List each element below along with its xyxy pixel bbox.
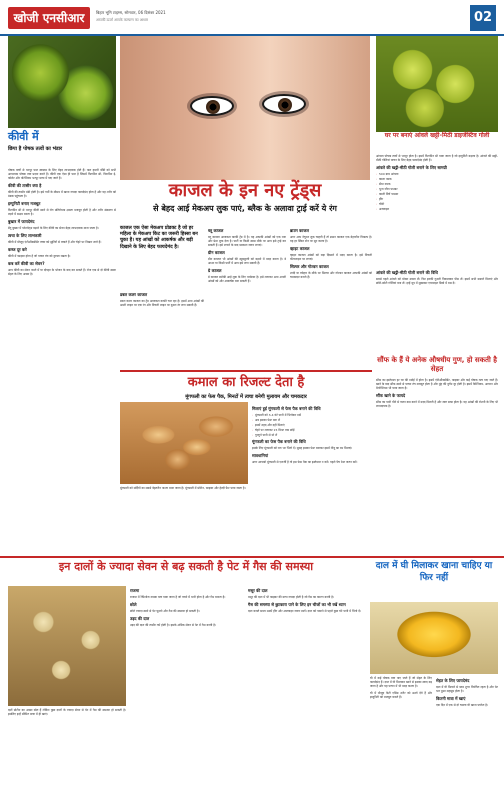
section-divider — [0, 556, 504, 558]
amla-method — [376, 268, 498, 354]
kajal-heading: सिल्वर और गोल्डन काजल — [290, 263, 329, 269]
mungfali-heading: सावधानियां — [252, 453, 269, 459]
kajal-heading: ब्राउन काजल — [290, 228, 309, 233]
list-item: • भुना जीरा पाउडर — [376, 187, 498, 191]
dal-para: उड़द की दाल की तासीर गर्म होती है। इसके अधिक सेवन से पेट में गैस बनती है। — [130, 622, 216, 627]
list-item: • चीनी — [376, 202, 498, 206]
dal-para: राजमा में रैफिनोज नामक तत्व पाया जाता है जो पचने में भारी होता है और गैस बनाता है। — [130, 594, 226, 599]
kiwi-para: आप कीवी का सेवन नाश्ते में या दोपहर के भोजन के बाद कर सकते हैं। रोज एक से दो कीवी खाना सेहत के लिए अच्छा है। — [8, 267, 116, 276]
kajal-subtitle: से बेहद आई मेकअप लुक पाएं, ब्लैक के अलावा ट्राई करें ये रंग — [153, 204, 337, 213]
kajal-heading: ब्लू काजल — [208, 228, 224, 233]
dal-para: मसूर की दाल में भी फाइबर की मात्रा ज्यादा होती है जो गैस का कारण बनती है। — [248, 594, 334, 599]
mungfali-column-2 — [252, 404, 372, 554]
mungfali-heading: मूंगफली का फेस पैक बनाने की विधि — [252, 439, 306, 445]
saunf-heading: सौंफ खाने के फायदे — [376, 393, 406, 399]
amla-title: घर पर बनाएं आंवले खट्टी-मिठी डाइजेस्टिव गोली — [384, 132, 490, 139]
eye-right — [262, 94, 306, 114]
amla-ingredients-heading: आंवले की खट्टी-मीठी गोली बनाने के लिए सामग्री — [376, 165, 447, 171]
dal-heading: उड़द की दाल — [130, 615, 150, 621]
kiwi-para: डेंगू बुखार में प्लेटलेट्स बढ़ाने के लिए कीवी का सेवन बेहद लाभदायक माना जाता है। — [8, 226, 99, 230]
kiwi-article — [8, 168, 116, 554]
dal-para: दाल बनाते समय उसमें हींग और अजवाइन जरूर डालें। दाल को पकाने से पहले कुछ घंटे पानी में भिगो दें। — [248, 608, 361, 613]
ghee-column-1 — [370, 676, 432, 794]
mungfali-heading: मिलाएं हुई मूंगफली से फेस पैक बनाने की विधि — [252, 406, 321, 411]
mungfali-para: इसके लिए मूंगफली को रात भर भिगो दें। सुबह इसका पेस्ट बनाकर इसमें नींबू का रस मिलाएं। — [252, 446, 353, 451]
kajal-para: डबल कलर काजल का ट्रेंड आजकल काफी चल रहा है। इसमें आप आंखों की ऊपरी लाइन पर एक रंग और निचली लाइन पर दूसरा रंग लगा सकती हैं। — [120, 298, 204, 307]
ghee-para: एक दिन में एक से दो चम्मच घी खाना पर्याप्त है। — [436, 702, 488, 707]
eye-left — [190, 96, 234, 116]
kiwi-heading: इम्युनिटी बनाए मजबूत — [8, 201, 41, 207]
list-item: • काला नमक — [376, 177, 498, 181]
list-item: • काली मिर्च पाउडर — [376, 192, 498, 196]
ghee-image — [370, 602, 498, 674]
header-tagline: आपकी ऊर्जा आपके कल्याण का आधार — [96, 18, 148, 22]
kajal-column-2 — [208, 226, 286, 366]
kajal-heading: ग्रीन काजल — [208, 250, 225, 256]
kajal-intro: काजल एक ऐसा मेकअप प्रोडक्ट है जो हर महिला के मेकअप किट का जरूरी हिस्सा बन चुका है। यह आंखों को आकर्षक और बड़ी दिखाने के लिए बेहद फायदेमंद है। — [120, 226, 198, 250]
ghee-heading: कितनी मात्रा में खाएं — [436, 695, 466, 701]
kiwi-heading: कब्ज दूर करे — [8, 246, 27, 252]
dal-heading: मसूर की दाल — [248, 588, 268, 593]
kiwi-heading: कीवी की तासीर क्या है — [8, 183, 42, 189]
kiwi-para: विटामिन सी से भरपूर कीवी खाने से रोग प्रतिरोधक क्षमता मजबूत होती है और शरीर संक्रमण से लड़ने में सक्षम बनता है। — [8, 208, 116, 217]
kajal-para: व्हाइट काजल आंखों को बड़ा दिखाने में मदद करता है। इसे निचली वॉटरलाइन पर लगाएं। — [290, 252, 372, 261]
header-meta: बिहार भूमि टाइम्स, सोमवार, 06 दिसंबर 2021 — [96, 10, 166, 15]
kiwi-para: कीवी की तासीर ठंडी होती है। इसे गर्मी के मौसम में खाना ज्यादा फायदेमंद होता है और यह शरीर को ठंडक पहुंचाता है। — [8, 190, 116, 199]
ghee-para: दाल में घी मिलाने से ब्लड शुगर नियंत्रित रहता है और पेट भरा हुआ महसूस होता है। — [436, 684, 498, 693]
mungfali-para: अगर आपको मूंगफली से एलर्जी है तो इस फेस पैक का इस्तेमाल न करें। पहले पैच टेस्ट जरूर करें। — [252, 459, 358, 464]
mungfali-column-1 — [120, 486, 248, 554]
dal-heading: गैस की समस्या से छुटकारा पाने के लिए इन चीजों का भी रखें ध्यान — [248, 601, 346, 607]
kajal-column-3 — [290, 226, 372, 366]
list-item: • गुनगुने पानी से धो लें — [252, 433, 372, 437]
amla-article — [376, 154, 498, 268]
dal-title: इन दालों के ज्यादा सेवन से बढ़ सकती है पेट में गैस की समस्या — [58, 560, 314, 573]
dal-image — [8, 586, 126, 706]
kiwi-heading: कब करें कीवी का सेवन? — [8, 260, 45, 266]
kiwi-heading: बुखार में फायदेमंद — [8, 219, 35, 225]
kajal-heading: ग्रे काजल — [208, 268, 222, 274]
dal-column-2 — [130, 586, 244, 794]
kiwi-image — [8, 36, 116, 128]
list-item: • 500 ग्राम आंवला — [376, 172, 498, 176]
list-item: • इसमें शहद और दही मिलाएं — [252, 423, 372, 427]
kiwi-heading: त्वचा के लिए लाभकारी — [8, 233, 42, 239]
mungfali-steps — [252, 413, 372, 437]
mungfali-subtitle: मूंगफली का फेस पैक, मिनटों में त्वचा बनेगी मुलायम और चमकदार — [185, 394, 307, 400]
kajal-eye-image — [120, 36, 370, 180]
kajal-para: ब्लू काजल आजकल काफी ट्रेंड में है। यह आपकी आंखों को एक नया और फ्रेश लुक देता है। पार्टी या किसी खास मौके पर आप इसे ट्राई कर सकती हैं। इसे लगाने के बाद मस्कारा जरूर लगाएं। — [208, 234, 286, 247]
dal-column-1 — [8, 708, 126, 794]
ghee-para: घी में मौजूद फैटी एसिड शरीर को ऊर्जा देते हैं और इम्युनिटी को मजबूत बनाते हैं। — [370, 691, 432, 700]
brand-logo: खोजी एनसीआर — [8, 7, 90, 29]
list-item: • अजवाइन — [376, 207, 498, 211]
mungfali-para: मूंगफली को सर्दियों का सबसे बेहतरीन नाश्ता माना जाता है। मूंगफली में प्रोटीन, फाइबर और हेल्दी फैट पाया जाता है। — [120, 486, 246, 490]
list-item: • सेंधा नमक — [376, 182, 498, 186]
dal-para: छोले ज्यादा खाने से पेट फूलने और गैस की समस्या हो सकती है। — [130, 608, 200, 613]
list-item: • चेहरे पर लगाकर 15 मिनट तक छोड़ें — [252, 428, 372, 432]
kajal-heading: व्हाइट काजल — [290, 245, 310, 251]
kajal-title: काजल के इन नए ट्रेंड्स — [168, 180, 322, 201]
list-item: • अब इसका पेस्ट बना लें — [252, 418, 372, 422]
page-number: 02 — [470, 5, 496, 31]
peanut-image — [120, 402, 248, 484]
amla-method-text: सबसे पहले आंवले को धोकर उबाल लें। फिर इनकी गुठली निकालकर पीस लें। इसमें सभी मसाले मिलाएं और छोटी-छोटी गोलियां बना लें। इन्हें धूप में सुखाकर एयरटाइट डिब्बे में रख दें। — [376, 276, 498, 285]
amla-image — [376, 36, 498, 132]
amla-intro: आंवला पोषक तत्वों से भरपूर होता है। इसमें विटामिन सी पाया जाता है जो इम्युनिटी बढ़ाता है। आंवले की खट्टी-मीठी गोलियां पाचन के लिए बेहद फायदेमंद होती हैं। — [376, 154, 498, 163]
kiwi-title: कीवी में — [8, 130, 39, 143]
ghee-heading: सेहत के लिए फायदेमंद — [436, 678, 470, 683]
kajal-para: ग्रीन काजल भी आंखों की खूबसूरती को बढ़ाने में मदद करता है। डे आउट या किसी पार्टी में आप इसे लगा सकती हैं। — [208, 256, 286, 265]
saunf-para: सौंफ का इस्तेमाल हर घर की रसोई में होता है। इसमें एंटीऑक्सीडेंट, फाइबर और कई पोषक तत्व पाए जाते हैं। खाने के बाद सौंफ खाने से पाचन तंत्र मजबूत होता है और मुंह की दुर्गंध दूर होती है। इसमें कैल्शियम, आयरन और मैग्नीशियम भी पाया जाता है। — [376, 378, 498, 391]
amla-ingredients-list — [376, 172, 498, 211]
list-item: • मूंगफली को 3-4 घंटे पानी में भिगोकर रखें — [252, 413, 372, 417]
saunf-article — [376, 378, 498, 554]
kajal-column-1 — [120, 290, 204, 366]
kajal-heading: डबल कलर काजल — [120, 292, 148, 297]
ghee-title: दाल में घी मिलाकर खाना चाहिए या फिर नहीं — [375, 561, 493, 584]
kajal-para: ग्रे काजल स्मोकी आई लुक के लिए परफेक्ट है। इसे लगाकर आप अपनी आंखों को और आकर्षक बना सकती हैं। — [208, 274, 286, 283]
amla-method-heading: आंवले की खट्टी-मीठी गोली बनाने की विधि — [376, 270, 438, 275]
page-header — [0, 0, 504, 36]
saunf-para: सौंफ का पानी पीने से वजन कम करने में मदद मिलती है और रक्त साफ होता है। यह आंखों की रोशनी के लिए भी लाभदायक है। — [376, 400, 498, 409]
ghee-para: घी में कई पोषक तत्व पाए जाते हैं जो सेहत के लिए फायदेमंद हैं। दाल में घी मिलाकर खाने से इसका स्वाद बढ़ जाता है और यह पाचन में भी मदद करता है। — [370, 676, 432, 689]
dal-para: दालें प्रोटीन का अच्छा स्रोत हैं लेकिन कुछ दालों के ज्यादा सेवन से पेट में गैस की समस्या हो सकती है। इसलिए इन्हें सीमित मात्रा में ही खाएं। — [8, 708, 126, 717]
dal-heading: राजमा — [130, 588, 140, 593]
saunf-title: सौंफ के हैं ये अनेक औषधीय गुण, हो सकती है सेहत — [377, 356, 497, 374]
kiwi-subtitle: छिपा है पोषक तत्वों का भंडार — [8, 146, 63, 152]
kajal-para: अगर आप नेचुरल लुक चाहती हैं तो ब्राउन काजल एक बेहतरीन विकल्प है। यह हर स्किन टोन पर सूट करता है। — [290, 234, 372, 243]
dal-column-3 — [248, 586, 366, 794]
dal-heading: छोले — [130, 601, 137, 607]
kiwi-intro: पोषक तत्वों से भरपूर फल स्वास्थ्य के लिए बेहद लाभदायक होते हैं। फल हमारी बॉडी को सभी आवश्यक पोषक तत्व प्रदान करते हैं। कीवी एक ऐसा ही फल है जिसमें विटामिन सी, विटामिन ई, फोलेट और पोटेशियम भरपूर मात्रा में पाए जाते हैं। — [8, 168, 116, 181]
kiwi-para: कीवी में मौजूद एंटीऑक्सीडेंट त्वचा को झुर्रियों से बचाते हैं और चेहरे पर निखार लाते हैं। — [8, 239, 102, 244]
kajal-para: शादी या त्योहार के मौके पर सिल्वर और गोल्डन काजल आपकी आंखों को चमकदार बनाते हैं। — [290, 270, 372, 279]
kiwi-para: कीवी में फाइबर होता है जो पाचन तंत्र को दुरुस्त रखता है। — [8, 253, 71, 258]
mungfali-title: कमाल का रिजल्ट देता है — [187, 375, 305, 390]
list-item: • हींग — [376, 197, 498, 201]
ghee-column-2 — [436, 676, 498, 794]
section-divider — [120, 370, 372, 372]
